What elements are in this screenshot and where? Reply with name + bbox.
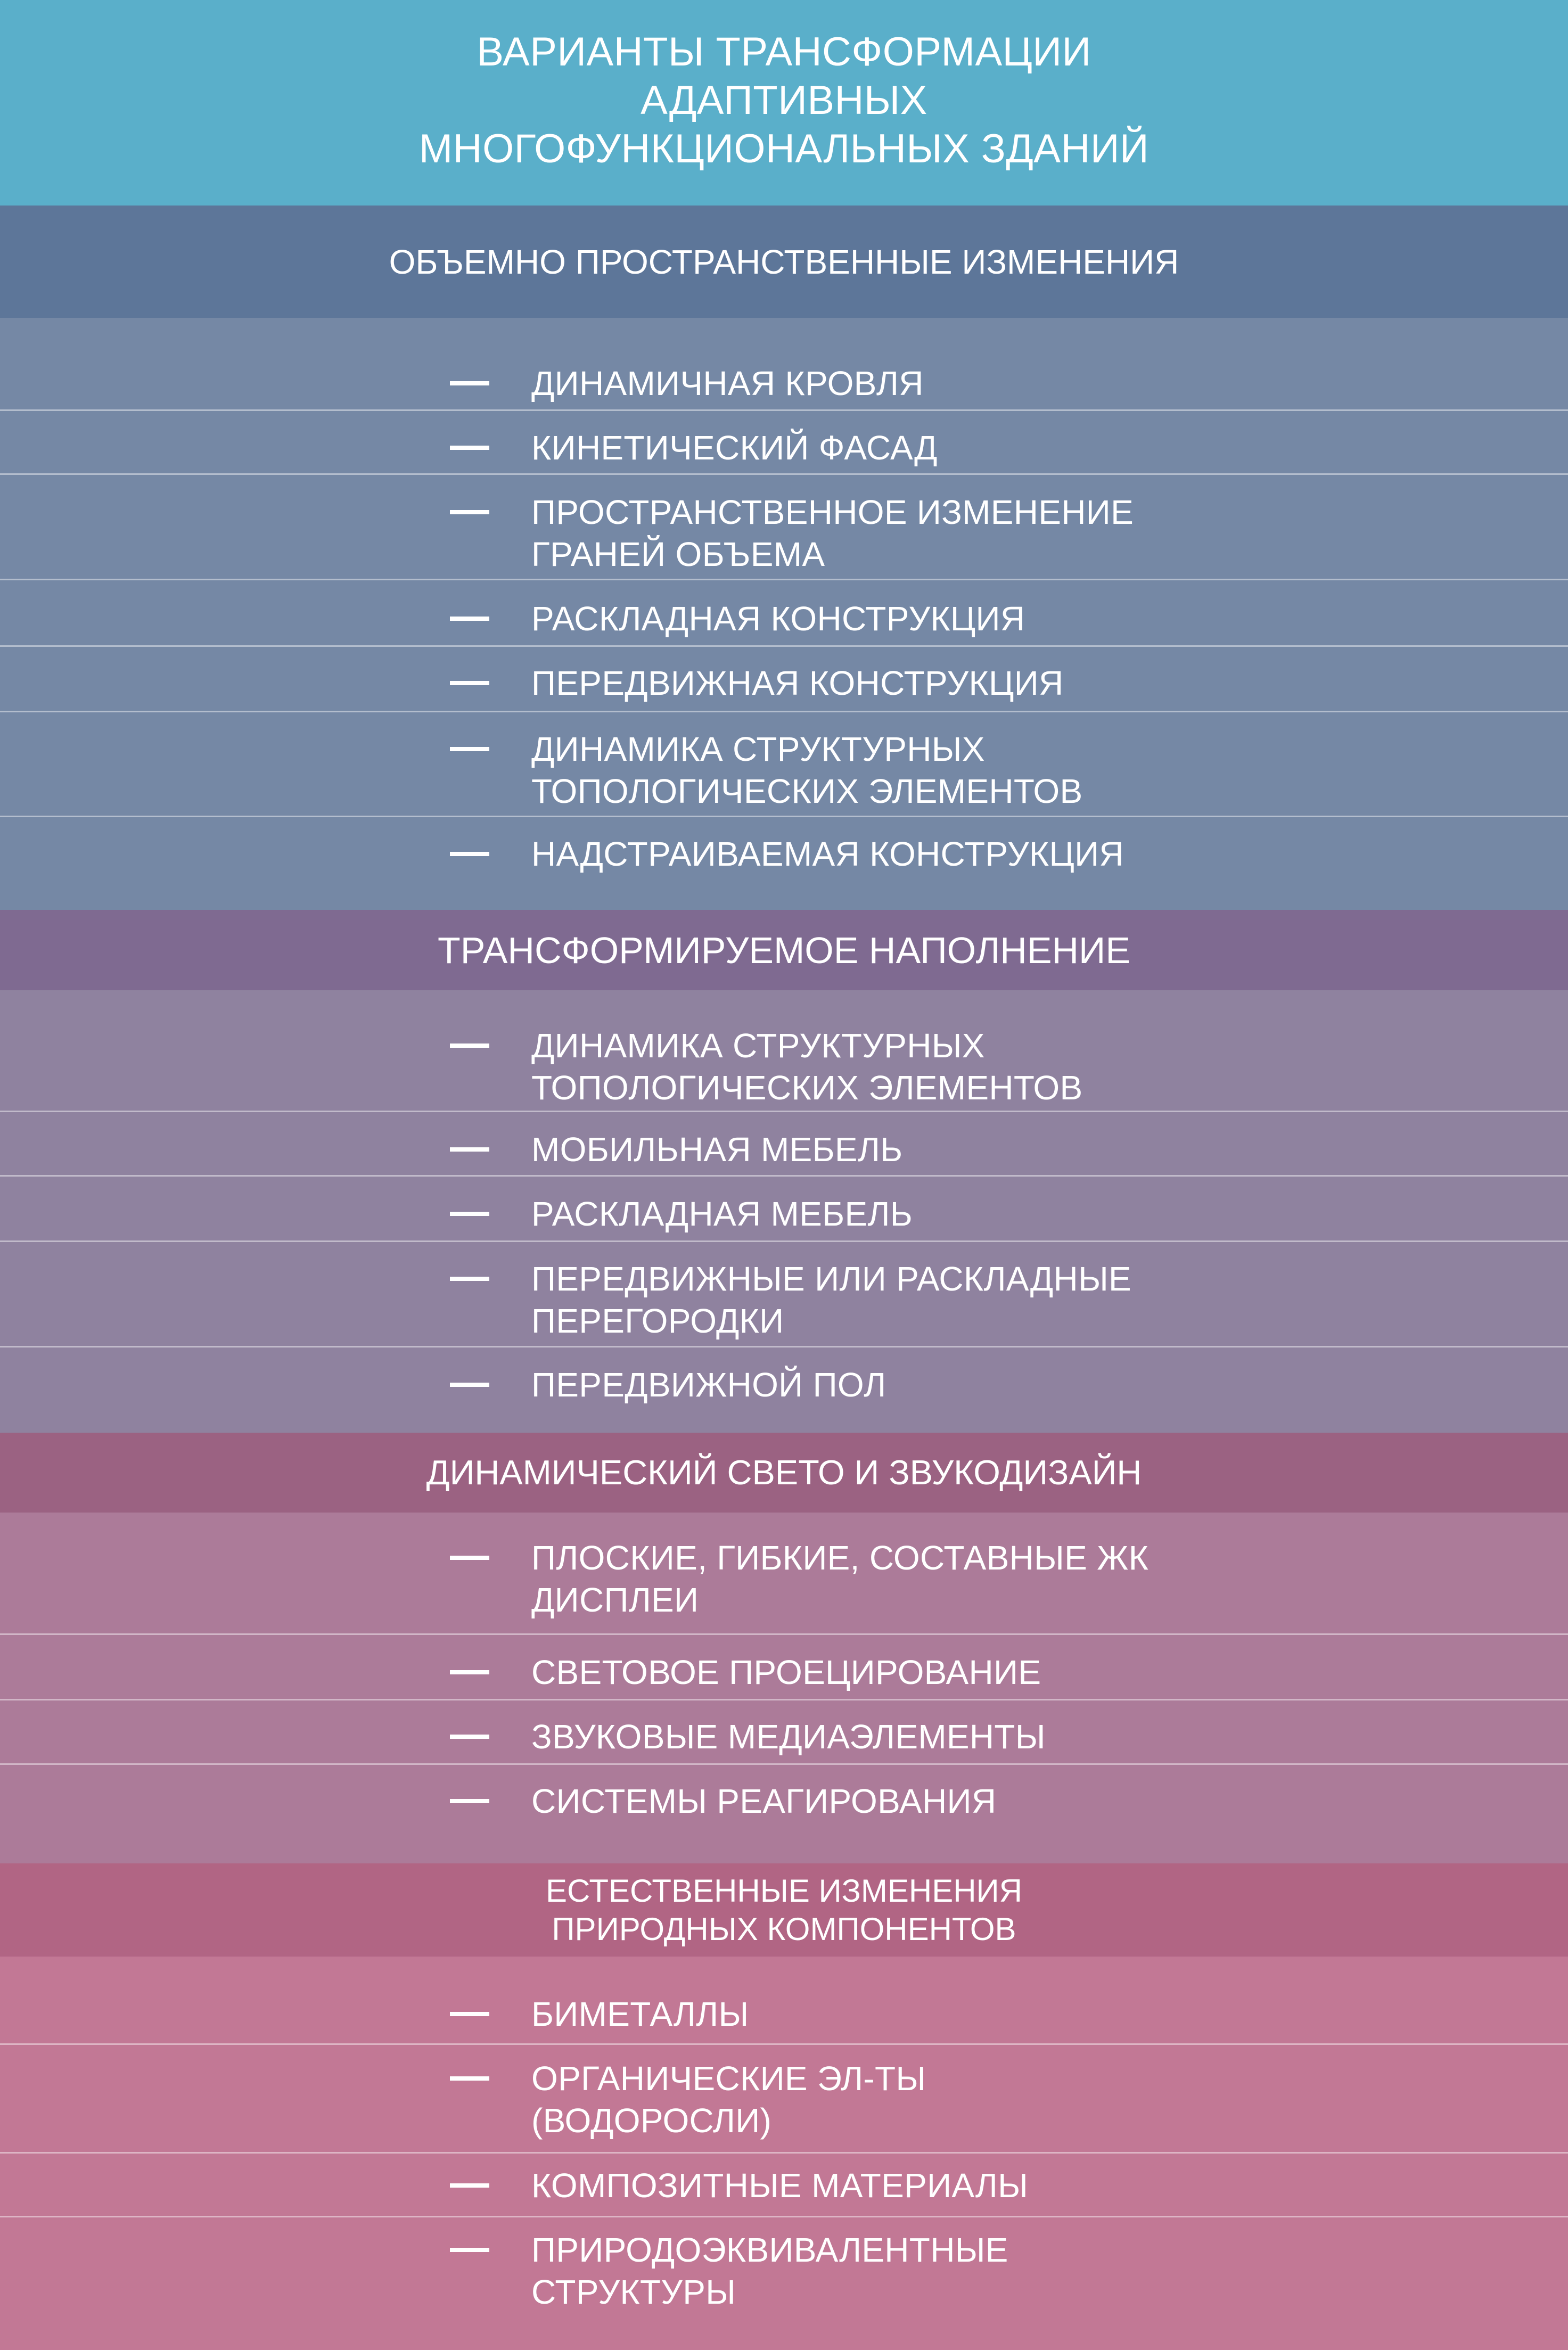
list-item-label: КОМПОЗИТНЫЕ МАТЕРИАЛЫ [531, 2166, 1029, 2205]
list-item-label: РАСКЛАДНАЯ КОНСТРУКЦИЯ [531, 599, 1025, 638]
dash-bullet-icon [450, 617, 489, 621]
dash-bullet-icon [450, 1735, 489, 1739]
divider [0, 645, 1568, 647]
section-title: ДИНАМИЧЕСКИЙ СВЕТО И ЗВУКОДИЗАЙН [426, 1453, 1142, 1492]
section-title: ТРАНСФОРМИРУЕМОЕ НАПОЛНЕНИЕ [437, 929, 1131, 971]
divider [0, 2152, 1568, 2154]
dash-bullet-icon [450, 852, 489, 856]
section-title: ЕСТЕСТВЕННЫЕ ИЗМЕНЕНИЯ ПРИРОДНЫХ КОМПОНЕНТОВ [545, 1872, 1023, 1947]
section-header-natural [0, 1863, 1568, 1957]
list-item-label: ПРОСТРАНСТВЕННОЕ ИЗМЕНЕНИЕ ГРАНЕЙ ОБЪЕМА [531, 493, 1134, 573]
list-item-label: РАСКЛАДНАЯ МЕБЕЛЬ [531, 1195, 913, 1233]
divider [0, 2216, 1568, 2217]
dash-bullet-icon [450, 1147, 489, 1152]
list-item-label: КИНЕТИЧЕСКИЙ ФАСАД [531, 429, 938, 467]
dash-bullet-icon [450, 1043, 489, 1048]
divider [0, 816, 1568, 817]
list-item-label: ПЕРЕДВИЖНАЯ КОНСТРУКЦИЯ [531, 664, 1064, 702]
list-item-label: ДИНАМИЧНАЯ КРОВЛЯ [531, 364, 924, 402]
list-item-label: НАДСТРАИВАЕМАЯ КОНСТРУКЦИЯ [531, 835, 1124, 873]
dash-bullet-icon [450, 2076, 489, 2081]
dash-bullet-icon [450, 681, 489, 685]
title-banner [0, 0, 1568, 206]
section-header-light-sound [0, 1433, 1568, 1513]
section-title: ОБЪЕМНО ПРОСТРАНСТВЕННЫЕ ИЗМЕНЕНИЯ [389, 242, 1179, 281]
list-item-label: МОБИЛЬНАЯ МЕБЕЛЬ [531, 1130, 903, 1169]
divider [0, 1633, 1568, 1635]
list-item-label: ДИНАМИКА СТРУКТУРНЫХ ТОПОЛОГИЧЕСКИХ ЭЛЕМЕНТОВ [531, 1026, 1083, 1107]
divider [0, 409, 1568, 411]
list-item-label: ПЛОСКИЕ, ГИБКИЕ, СОСТАВНЫЕ ЖК ДИСПЛЕИ [531, 1539, 1149, 1619]
section-body-volumetric [0, 318, 1568, 910]
dash-bullet-icon [450, 446, 489, 450]
section-body-transformable [0, 990, 1568, 1433]
divider [0, 1240, 1568, 1242]
dash-bullet-icon [450, 2012, 489, 2016]
list-item-label: ПРИРОДОЭКВИВАЛЕНТНЫЕ СТРУКТУРЫ [531, 2231, 1008, 2311]
divider [0, 1699, 1568, 1700]
section-header-volumetric [0, 206, 1568, 318]
dash-bullet-icon [450, 1799, 489, 1803]
dash-bullet-icon [450, 2248, 489, 2252]
list-item-label: СИСТЕМЫ РЕАГИРОВАНИЯ [531, 1782, 997, 1820]
dash-bullet-icon [450, 1212, 489, 1216]
dash-bullet-icon [450, 747, 489, 751]
list-item-label: ДИНАМИКА СТРУКТУРНЫХ ТОПОЛОГИЧЕСКИХ ЭЛЕМЕНТОВ [531, 730, 1083, 810]
dash-bullet-icon [450, 2183, 489, 2188]
section-body-light-sound [0, 1513, 1568, 1863]
section-body-natural [0, 1957, 1568, 2350]
dash-bullet-icon [450, 1277, 489, 1281]
list-item-label: БИМЕТАЛЛЫ [531, 1995, 749, 2033]
page-title: ВАРИАНТЫ ТРАНСФОРМАЦИИ АДАПТИВНЫХ МНОГОФУНКЦИОНАЛЬНЫХ ЗДАНИЙ [418, 29, 1150, 171]
dash-bullet-icon [450, 510, 489, 514]
divider [0, 473, 1568, 475]
section-header-transformable [0, 910, 1568, 990]
divider [0, 711, 1568, 712]
divider [0, 579, 1568, 580]
divider [0, 2043, 1568, 2045]
list-item-label: ПЕРЕДВИЖНОЙ ПОЛ [531, 1366, 886, 1404]
dash-bullet-icon [450, 1383, 489, 1387]
list-item-label: ОРГАНИЧЕСКИЕ ЭЛ-ТЫ (ВОДОРОСЛИ) [531, 2059, 926, 2140]
list-item-label: ПЕРЕДВИЖНЫЕ ИЛИ РАСКЛАДНЫЕ ПЕРЕГОРОДКИ [531, 1260, 1132, 1340]
dash-bullet-icon [450, 1556, 489, 1560]
divider [0, 1175, 1568, 1177]
divider [0, 1346, 1568, 1347]
dash-bullet-icon [450, 381, 489, 385]
divider [0, 1111, 1568, 1112]
list-item-label: ЗВУКОВЫЕ МЕДИАЭЛЕМЕНТЫ [531, 1718, 1046, 1756]
divider [0, 1763, 1568, 1765]
dash-bullet-icon [450, 1670, 489, 1674]
list-item-label: СВЕТОВОЕ ПРОЕЦИРОВАНИЕ [531, 1653, 1041, 1691]
